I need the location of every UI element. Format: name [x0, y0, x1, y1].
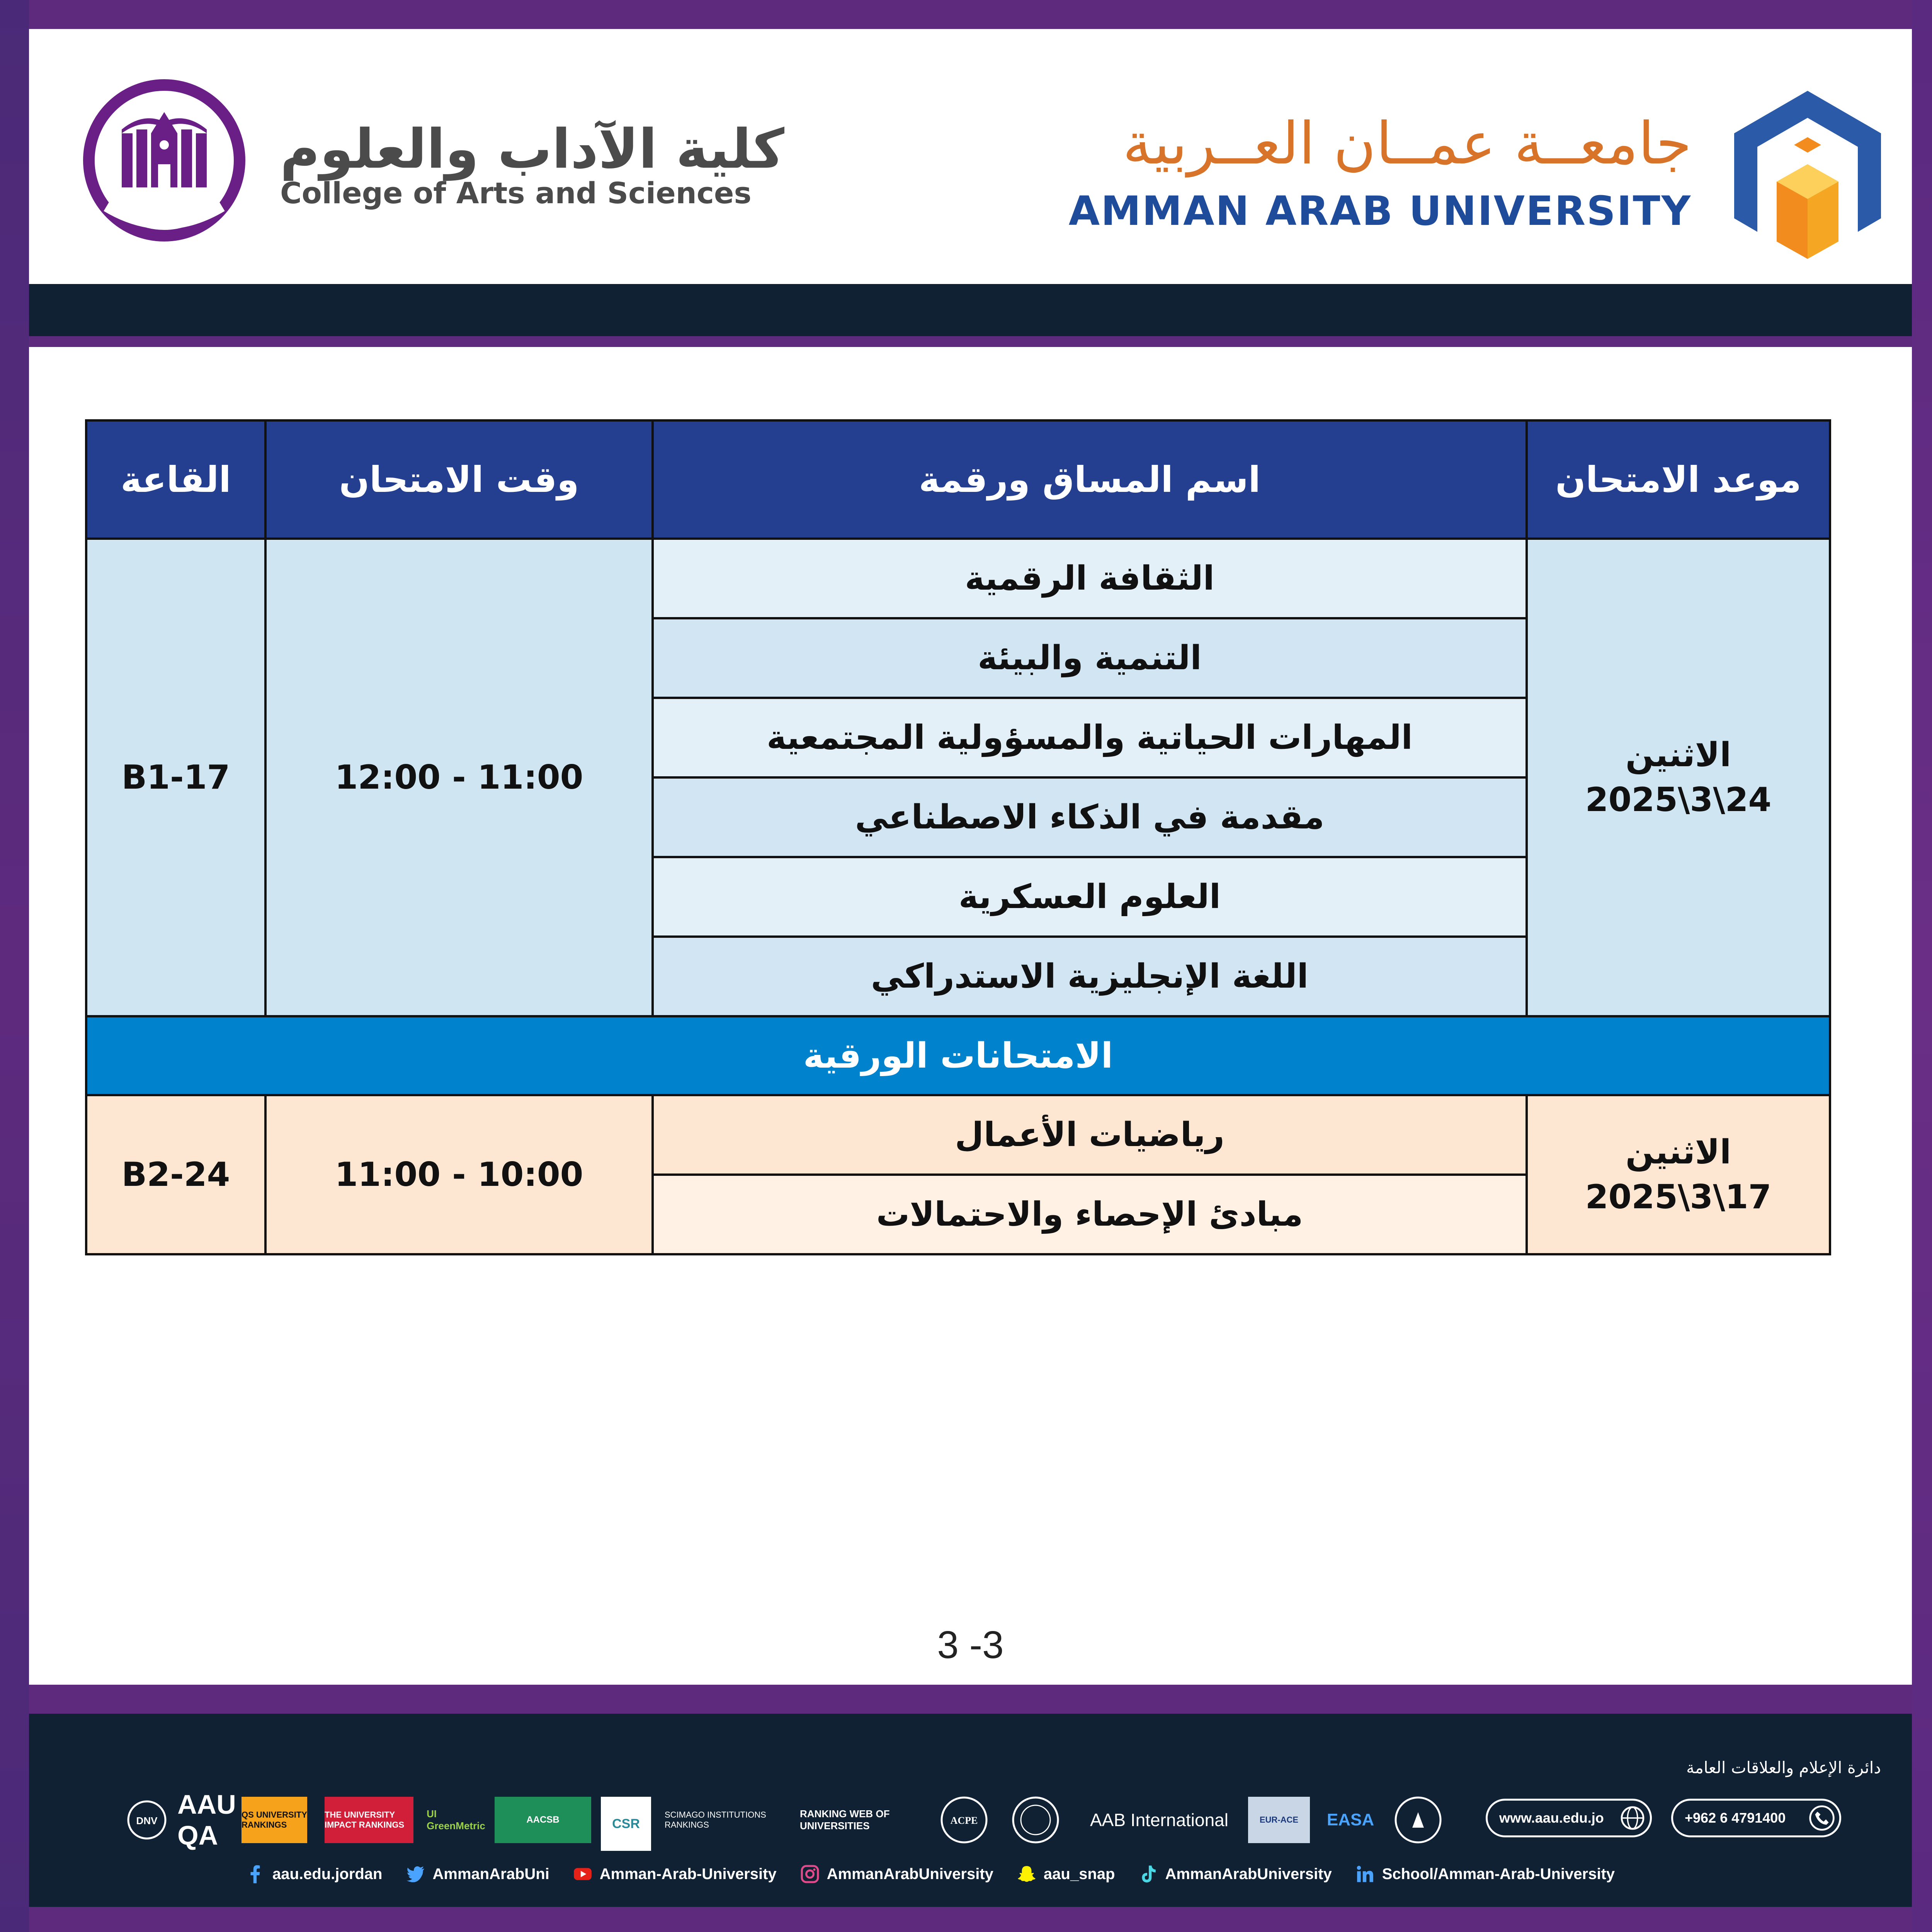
linkedin-handle: School/Amman-Arab-University — [1382, 1865, 1615, 1883]
table-row — [86, 1095, 1830, 1175]
section2-day: الاثنين — [1625, 1133, 1731, 1172]
easa-logo-icon: EASA — [1327, 1810, 1374, 1829]
table-row — [86, 539, 1830, 618]
website-text: www.aau.edu.jo — [1499, 1810, 1604, 1826]
qs-rankings-logo-icon: QS UNIVERSITY RANKINGS — [242, 1797, 307, 1843]
twitter-icon — [406, 1864, 426, 1884]
tiktok-icon — [1138, 1864, 1158, 1884]
paper-exams-label: الامتحانات الورقية — [86, 1016, 1830, 1095]
header-exam-date: موعد الامتحان — [1527, 420, 1830, 539]
dnv-logo-icon — [124, 1797, 170, 1843]
college-logo-icon — [79, 75, 249, 245]
footer-purple-band — [29, 1685, 1912, 1714]
accreditation-in-progress-logo-icon — [1391, 1797, 1445, 1843]
facebook-link[interactable] — [245, 1864, 383, 1884]
phone-text: +962 6 4791400 — [1685, 1810, 1786, 1826]
course-cell: المهارات الحياتية والمسؤولية المجتمعية — [653, 698, 1527, 777]
phone-icon — [1808, 1804, 1835, 1832]
tiktok-link[interactable] — [1138, 1864, 1332, 1884]
college-name-ar: كلية الآداب والعلوم — [280, 118, 784, 181]
section1-date-cell — [1527, 539, 1830, 1016]
course-cell: رياضيات الأعمال — [653, 1095, 1527, 1175]
exam-schedule-table — [85, 419, 1831, 1255]
section1-time: 12:00 - 11:00 — [265, 539, 653, 1016]
instagram-link[interactable] — [800, 1864, 993, 1884]
header-purple-band — [29, 336, 1912, 347]
aab-international-logo-icon: AAB International — [1090, 1810, 1228, 1830]
section2-time: 11:00 - 10:00 — [265, 1095, 653, 1254]
twitter-handle: AmmanArabUni — [432, 1865, 549, 1883]
course-cell: العلوم العسكرية — [653, 857, 1527, 937]
section2-date-cell — [1527, 1095, 1830, 1254]
youtube-link[interactable] — [573, 1864, 777, 1884]
course-cell: مبادئ الإحصاء والاحتمالات — [653, 1175, 1527, 1254]
the-impact-logo-icon: THE UNIVERSITY IMPACT RANKINGS — [325, 1797, 413, 1843]
footer — [29, 1714, 1912, 1907]
paper-exams-divider-row — [86, 1016, 1830, 1095]
svg-text:ACPE: ACPE — [950, 1815, 978, 1826]
scimago-logo-icon: SCIMAGO INSTITUTIONS RANKINGS — [665, 1810, 766, 1830]
csr-logo-icon: CSR — [601, 1797, 651, 1851]
section1-day: الاثنين — [1625, 735, 1731, 774]
svg-text:DNV: DNV — [136, 1815, 158, 1827]
snapchat-icon — [1017, 1864, 1037, 1884]
course-cell: التنمية والبيئة — [653, 618, 1527, 698]
facebook-icon — [245, 1864, 265, 1884]
ranking-web-logo-icon: RANKING WEB OF UNIVERSITIES — [800, 1808, 890, 1832]
course-cell: مقدمة في الذكاء الاصطناعي — [653, 777, 1527, 857]
university-name-ar: جامعــة عمــان العــربية — [1122, 110, 1692, 177]
section2-room: B2-24 — [86, 1095, 265, 1254]
section2-date: 2025\3\17 — [1585, 1178, 1772, 1216]
section1-date: 2025\3\24 — [1585, 781, 1772, 819]
college-name-en: College of Arts and Sciences — [280, 176, 752, 210]
university-logo-icon — [1730, 87, 1885, 265]
course-cell: الثقافة الرقمية — [653, 539, 1527, 618]
linkedin-link[interactable] — [1355, 1864, 1615, 1884]
university-name-en: AMMAN ARAB UNIVERSITY — [1068, 187, 1692, 235]
seal-logo-icon — [1009, 1797, 1063, 1843]
eur-ace-logo-icon: EUR-ACE — [1248, 1797, 1310, 1843]
twitter-link[interactable] — [406, 1864, 549, 1884]
header — [29, 29, 1912, 284]
table-header-row — [86, 420, 1830, 539]
frame-left — [0, 0, 29, 1932]
phone-link[interactable] — [1671, 1799, 1841, 1837]
globe-icon — [1619, 1804, 1646, 1832]
tiktok-handle: AmmanArabUniversity — [1165, 1865, 1332, 1883]
greenmetric-logo-icon: UI GreenMetric — [427, 1808, 485, 1832]
instagram-icon — [800, 1864, 820, 1884]
header-room: القاعة — [86, 420, 265, 539]
poster-canvas — [29, 29, 1912, 1907]
header-course-name: اسم المساق ورقمة — [653, 420, 1527, 539]
header-exam-time: وقت الامتحان — [265, 420, 653, 539]
frame-right — [1912, 0, 1932, 1932]
linkedin-icon — [1355, 1864, 1375, 1884]
snapchat-handle: aau_snap — [1043, 1865, 1115, 1883]
instagram-handle: AmmanArabUniversity — [827, 1865, 993, 1883]
website-link[interactable] — [1486, 1799, 1652, 1837]
facebook-handle: aau.edu.jordan — [272, 1865, 383, 1883]
qa-logo-icon: AAU QA — [177, 1789, 236, 1850]
social-links — [245, 1859, 1615, 1889]
page-number: 3 -3 — [937, 1623, 1004, 1667]
youtube-icon — [573, 1864, 593, 1884]
aacsb-logo-icon: AACSB — [495, 1797, 591, 1843]
header-dark-band — [29, 284, 1912, 336]
course-cell: اللغة الإنجليزية الاستدراكي — [653, 937, 1527, 1016]
acpe-logo-icon — [937, 1797, 991, 1843]
snapchat-link[interactable] — [1017, 1864, 1115, 1884]
section1-room: B1-17 — [86, 539, 265, 1016]
youtube-handle: Amman-Arab-University — [599, 1865, 777, 1883]
department-name: دائرة الإعلام والعلاقات العامة — [1686, 1758, 1881, 1777]
